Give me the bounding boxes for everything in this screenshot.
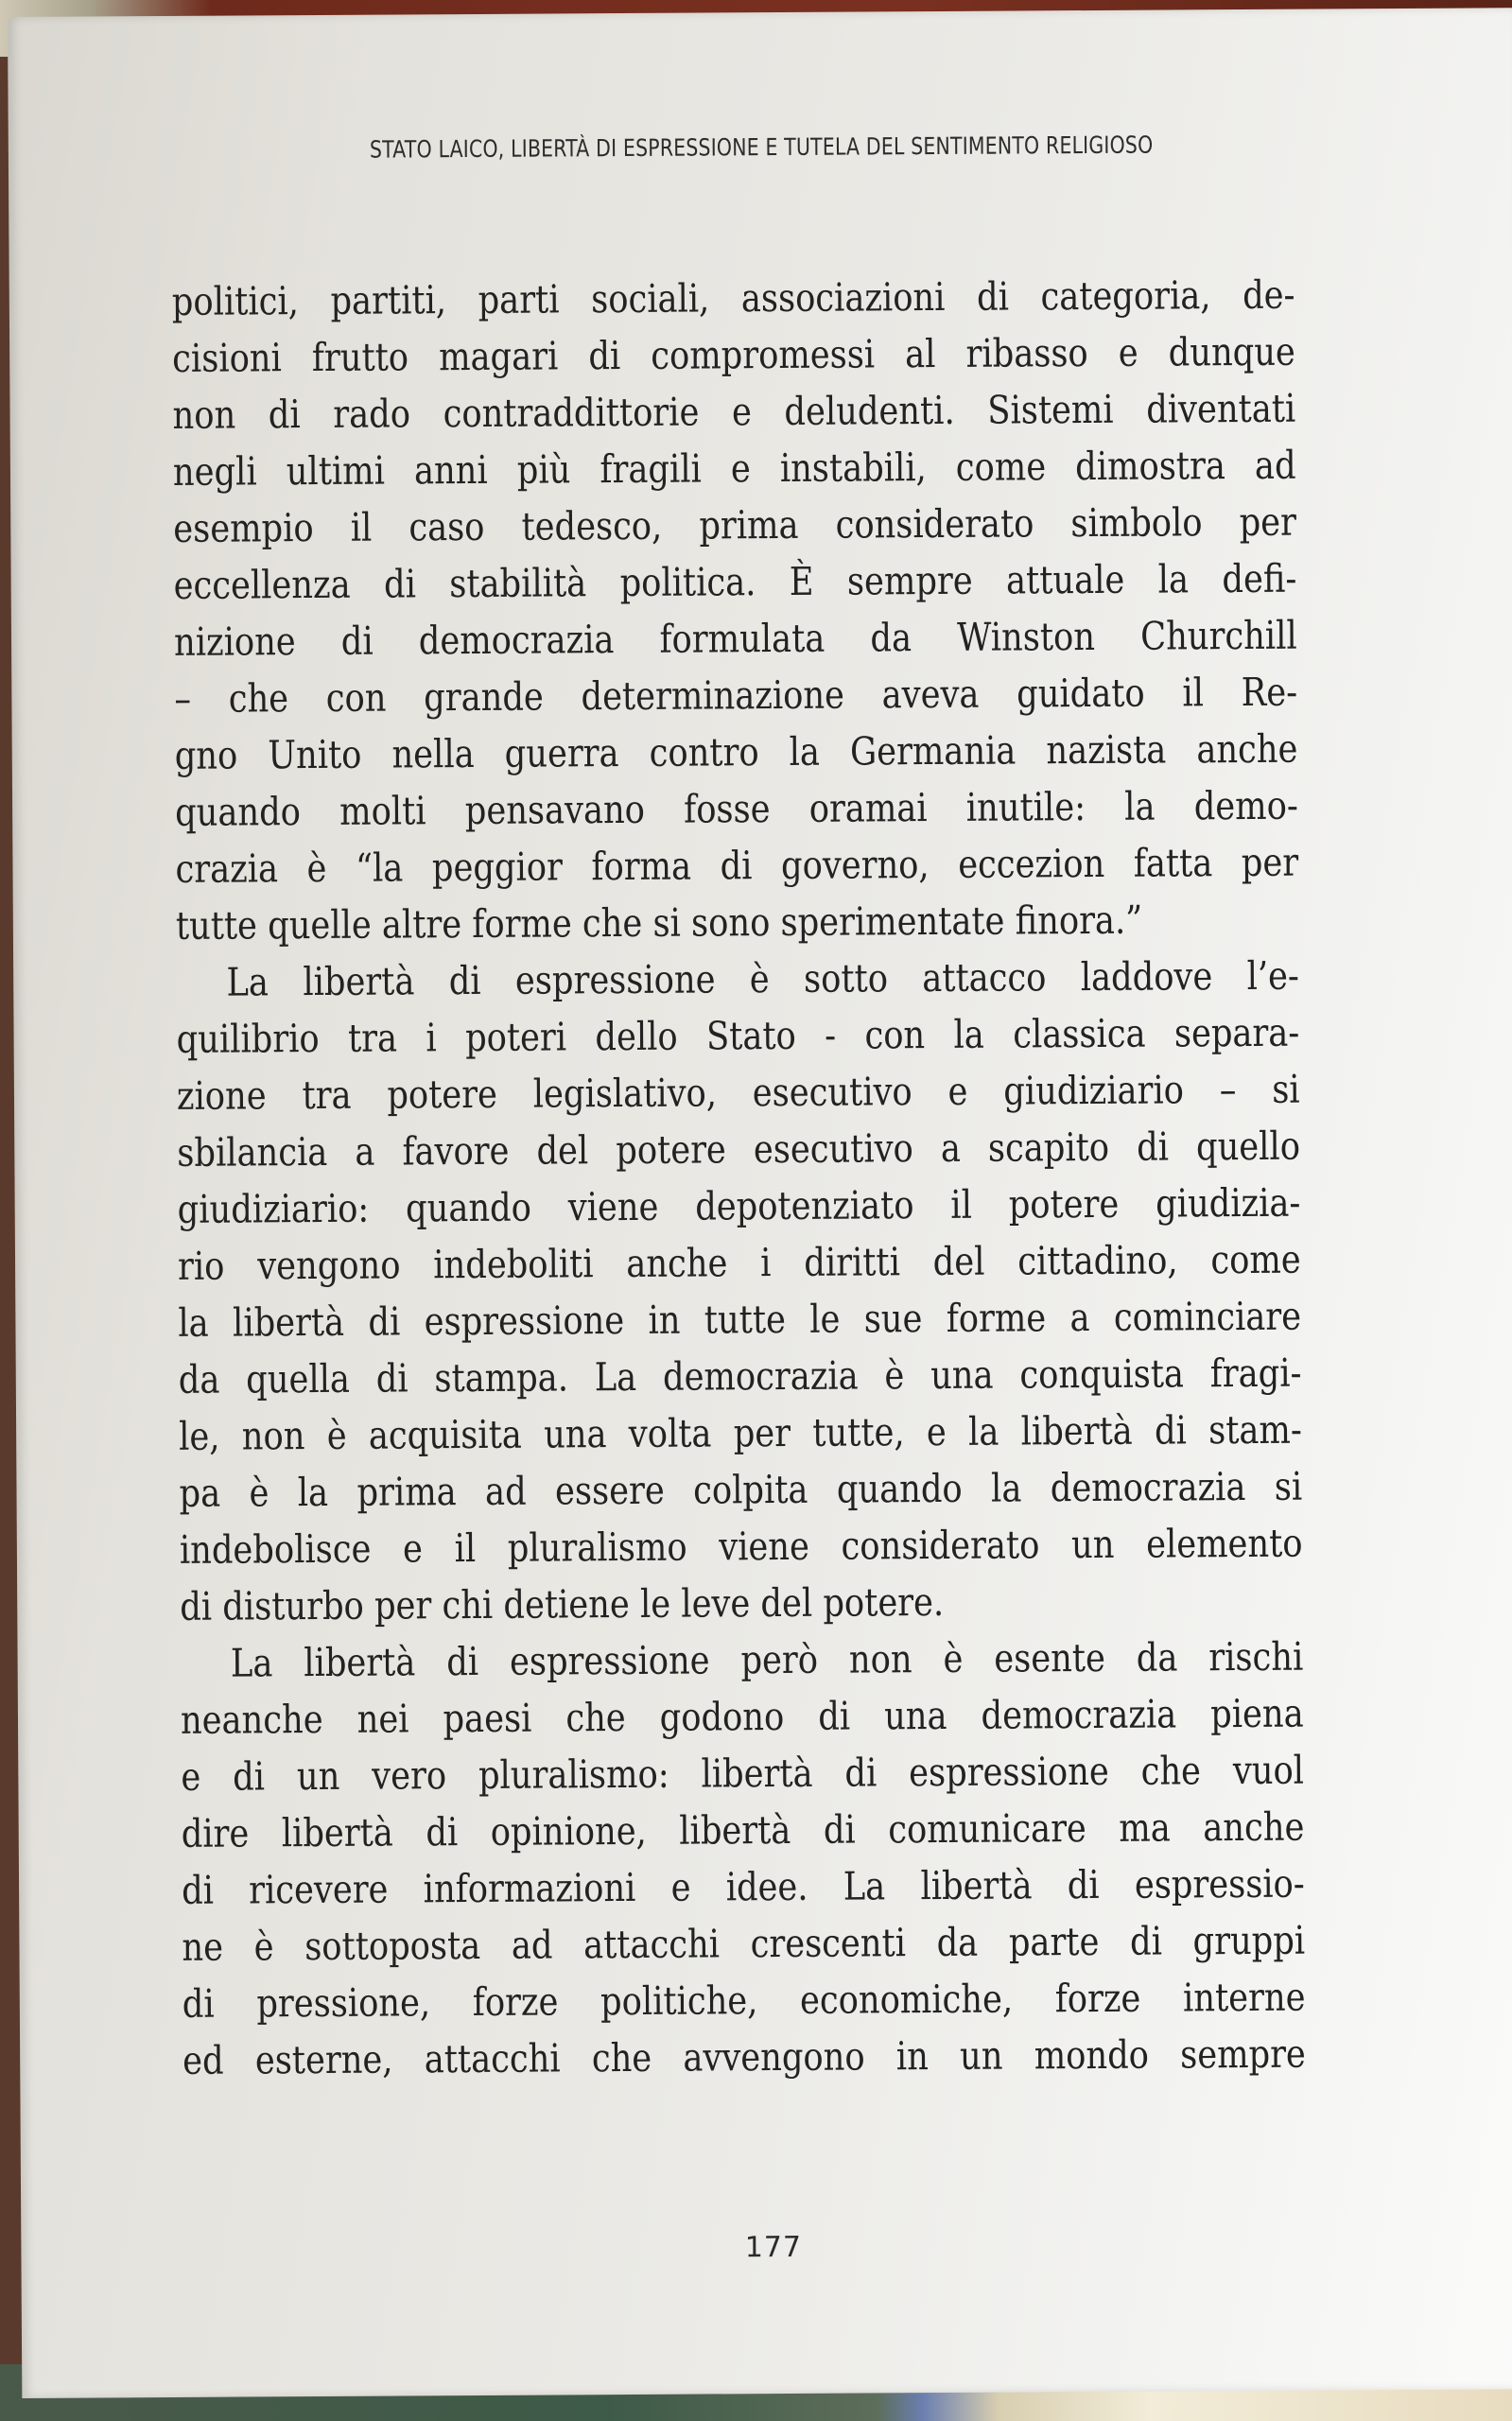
text-line: gno Unito nella guerra contro la Germania nazista anche (174, 725, 1298, 778)
text-line: sbilancia a favore del potere esecutivo a scapito di quello (177, 1123, 1301, 1176)
text-line: La libertà di espressione però non è esente da rischi (230, 1633, 1304, 1686)
text-line: quando molti pensavano fosse oramai inutile: la demo- (174, 782, 1298, 835)
text-line: di ricevere informazioni e idee. La libertà di espressio- (181, 1860, 1305, 1913)
text-line: e di un vero pluralismo: libertà di espressione che vuol (181, 1747, 1305, 1800)
text-line: ne è sottoposta ad attacchi crescenti da parte di gruppi (182, 1917, 1306, 1970)
text-line: la libertà di espressione in tutte le sue forme a cominciare (178, 1293, 1302, 1346)
text-line: di pressione, forze politiche, economiche, forze interne (182, 1974, 1306, 2027)
text-line: crazia è “la peggior forma di governo, eccezion fatta per (175, 839, 1299, 892)
book-page (8, 8, 1512, 2398)
text-line: cisioni frutto magari di compromessi al ribasso e dunque (172, 328, 1295, 381)
text-line: indebolisce e il pluralismo viene considerato un elemento (179, 1520, 1303, 1573)
text-line: nizione di democrazia formulata da Winston Churchill (173, 612, 1297, 665)
text-line: le, non è acquisita una volta per tutte, e la libertà di stam- (179, 1406, 1302, 1459)
text-line: giudiziario: quando viene depotenziato il potere giudizia- (177, 1179, 1301, 1232)
body-text (172, 267, 1307, 2089)
text-line: politici, partiti, parti sociali, associazioni di categoria, de- (171, 271, 1295, 324)
text-line: La libertà di espressione è sotto attacco laddove l’e- (226, 952, 1300, 1005)
text-line: da quella di stampa. La democrazia è una conquista fragi- (178, 1350, 1302, 1402)
text-line: pa è la prima ad essere colpita quando la democrazia si (179, 1463, 1303, 1516)
text-line: non di rado contraddittorie e deludenti. Sistemi diventati (172, 385, 1296, 438)
text-line: esempio il caso tedesco, prima considerato simbolo per (173, 498, 1297, 551)
text-line: eccellenza di stabilità politica. È sempre attuale la defi- (173, 555, 1297, 608)
text-line: quilibrio tra i poteri dello Stato - con la classica separa- (176, 1009, 1300, 1062)
running-header: STATO LAICO, LIBERTÀ DI ESPRESSIONE E TUTELA DEL SENTIMENTO RELIGIOSO (369, 131, 1154, 164)
paragraph (176, 948, 1303, 1635)
paragraph (180, 1629, 1306, 2089)
text-line: tutte quelle altre forme che si sono sperimentate finora.” (175, 897, 1143, 949)
text-line: zione tra potere legislativo, esecutivo e giudiziario – si (176, 1066, 1300, 1119)
text-line: negli ultimi anni più fragili e instabili, come dimostra ad (172, 442, 1296, 495)
text-line: – che con grande determinazione aveva guidato il Re- (174, 669, 1298, 722)
text-line: rio vengono indeboliti anche i diritti del cittadino, come (177, 1236, 1301, 1289)
text-line: di disturbo per chi detiene le leve del potere. (180, 1578, 945, 1629)
paragraph (172, 267, 1299, 954)
text-line: dire libertà di opinione, libertà di comunicare ma anche (181, 1803, 1305, 1856)
page-number: 177 (744, 2230, 803, 2265)
text-line: ed esterne, attacchi che avvengono in un mondo sempre (182, 2030, 1306, 2083)
text-line: neanche nei paesi che godono di una democrazia piena (180, 1690, 1304, 1743)
